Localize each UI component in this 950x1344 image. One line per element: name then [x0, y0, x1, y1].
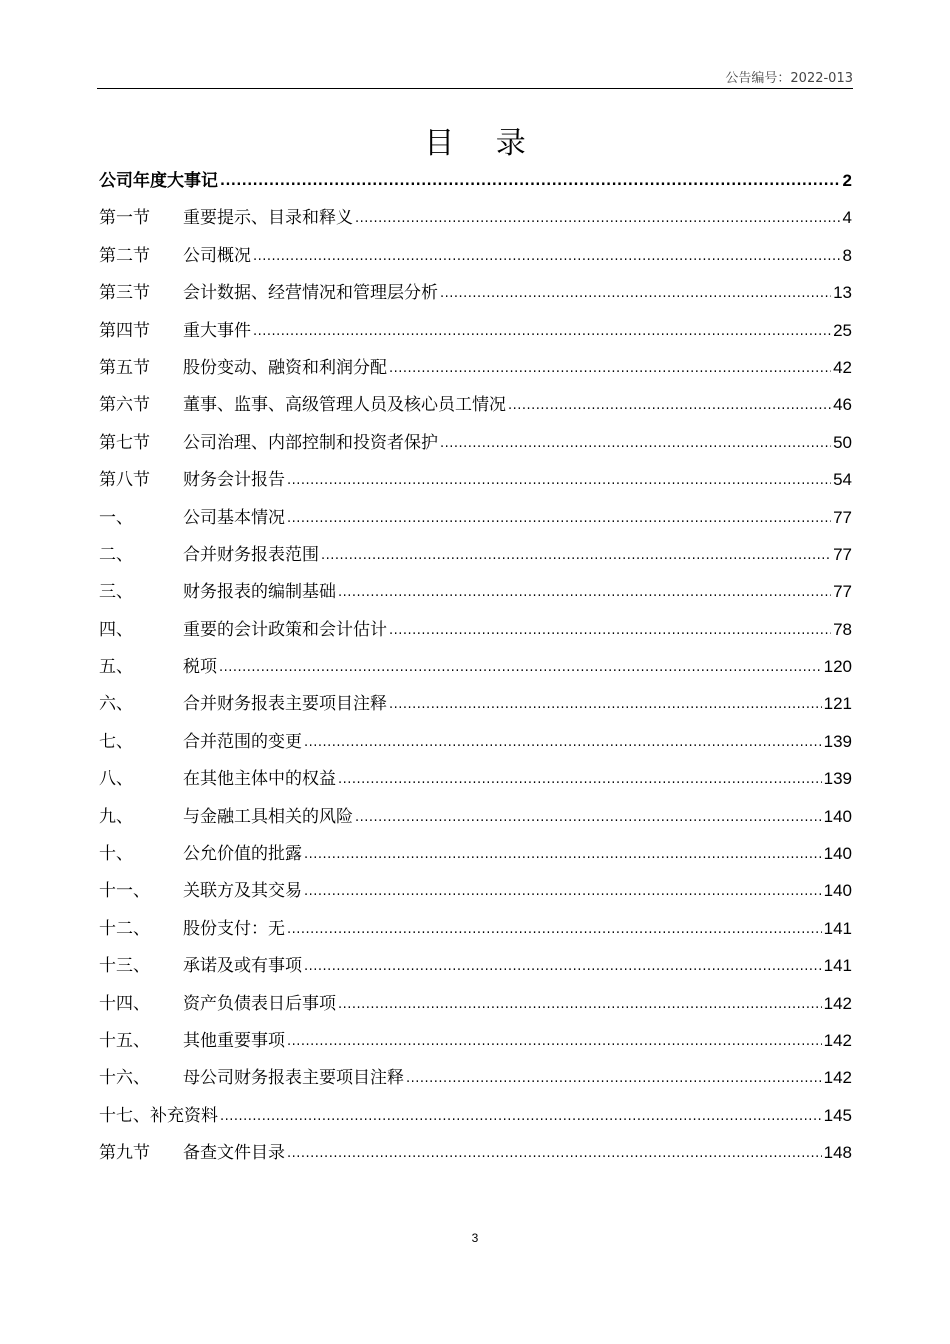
dot-leader	[508, 393, 831, 410]
toc-entry-label: 合并范围的变更	[183, 731, 302, 752]
toc-entry-number: 九、	[99, 806, 133, 827]
toc-entry[interactable]	[99, 278, 852, 315]
toc-entry[interactable]	[99, 876, 852, 913]
toc-entry-number: 第三节	[99, 283, 150, 304]
toc-entry[interactable]	[99, 1138, 852, 1175]
announcement-number: 公告编号：2022-013	[725, 71, 853, 86]
dot-leader	[440, 431, 831, 448]
toc-entry-page: 145	[823, 1105, 852, 1125]
toc-entry[interactable]	[99, 989, 852, 1026]
toc-entry-page: 77	[833, 507, 852, 527]
toc-entry-number: 二、	[99, 544, 133, 565]
dot-leader	[389, 618, 831, 635]
toc-entry[interactable]	[99, 503, 852, 540]
toc-entry-number: 第六节	[99, 395, 150, 416]
toc-entry-label: 税项	[183, 657, 217, 678]
toc-entry-page: 50	[833, 432, 852, 452]
dot-leader	[440, 281, 831, 298]
toc-entry[interactable]	[99, 540, 852, 577]
toc-entry-number: 七、	[99, 731, 133, 752]
toc-entry-page: 148	[823, 1143, 852, 1163]
toc-entry-page: 77	[833, 544, 852, 564]
toc-entry[interactable]	[99, 652, 852, 689]
dot-leader	[287, 1029, 822, 1046]
dot-leader	[338, 767, 822, 784]
dot-leader	[355, 206, 841, 223]
toc-entry-page: 42	[833, 357, 852, 377]
toc-entry-page: 142	[823, 1068, 852, 1088]
dot-leader	[287, 468, 831, 485]
toc-entry-label: 承诺及或有事项	[183, 956, 302, 977]
toc-entry-label: 与金融工具相关的风险	[183, 806, 353, 827]
toc-entry-number: 十、	[99, 844, 133, 865]
toc-entry-page: 140	[823, 806, 852, 826]
dot-leader	[219, 655, 822, 672]
toc-entry-number: 六、	[99, 694, 133, 715]
toc-entry-number: 十一、	[99, 881, 150, 902]
toc-entry-page: 54	[833, 470, 852, 490]
dot-leader	[338, 992, 822, 1009]
toc-entry-number: 五、	[99, 657, 133, 678]
toc-entry-label: 重要提示、目录和释义	[183, 208, 353, 229]
dot-leader	[321, 543, 831, 560]
toc-entry[interactable]	[99, 465, 852, 502]
toc-entry-number: 第八节	[99, 470, 150, 491]
dot-leader	[287, 1141, 822, 1158]
toc-entry-page: 141	[823, 918, 852, 938]
toc-entry-page: 78	[833, 619, 852, 639]
toc-entry[interactable]	[99, 241, 852, 278]
toc-entry-label: 公司基本情况	[183, 507, 285, 528]
dot-leader	[220, 169, 841, 186]
toc-entry-number: 十三、	[99, 956, 150, 977]
toc-entry[interactable]	[99, 203, 852, 240]
toc-entry-label: 公允价值的批露	[183, 844, 302, 865]
toc-entry-number: 第一节	[99, 208, 150, 229]
toc-entry-label: 公司年度大事记	[99, 171, 218, 191]
toc-entry[interactable]	[99, 727, 852, 764]
dot-leader	[253, 319, 831, 336]
toc-entry-number: 第四节	[99, 320, 150, 341]
toc-entry-label: 十七、补充资料	[99, 1105, 218, 1126]
toc-entry-label: 备查文件目录	[183, 1143, 285, 1164]
dot-leader	[304, 730, 822, 747]
dot-leader	[220, 1104, 822, 1121]
toc-entry-page: 120	[823, 657, 852, 677]
toc-entry-page: 25	[833, 320, 852, 340]
dot-leader	[304, 879, 822, 896]
toc-entry[interactable]	[99, 1063, 852, 1100]
dot-leader	[304, 954, 822, 971]
toc-entry-label: 关联方及其交易	[183, 881, 302, 902]
toc-entry-page: 140	[823, 881, 852, 901]
toc-entry-label: 股份变动、融资和利润分配	[183, 357, 387, 378]
toc-entry-page: 8	[842, 245, 852, 265]
dot-leader	[304, 842, 822, 859]
toc-entry-number: 四、	[99, 619, 133, 640]
toc-entry[interactable]	[99, 166, 852, 203]
toc-entry-page: 142	[823, 993, 852, 1013]
toc-entry[interactable]	[99, 615, 852, 652]
page-number: 3	[471, 1231, 479, 1245]
toc-entry-number: 十五、	[99, 1030, 150, 1051]
toc-entry[interactable]	[99, 914, 852, 951]
dot-leader	[355, 805, 822, 822]
toc-entry-number: 第九节	[99, 1143, 150, 1164]
toc-entry-number: 第七节	[99, 432, 150, 453]
toc-entry-page: 13	[833, 283, 852, 303]
toc-entry-label: 财务报表的编制基础	[183, 582, 336, 603]
toc-entry-page: 139	[823, 769, 852, 789]
toc-entry[interactable]	[99, 839, 852, 876]
dot-leader	[406, 1066, 822, 1083]
toc-entry-page: 2	[842, 171, 852, 190]
toc-entry-page: 77	[833, 582, 852, 602]
toc-entry[interactable]	[99, 951, 852, 988]
toc-entry-label: 在其他主体中的权益	[183, 769, 336, 790]
toc-entry-page: 139	[823, 731, 852, 751]
toc-entry[interactable]	[99, 1026, 852, 1063]
toc-entry-label: 董事、监事、高级管理人员及核心员工情况	[183, 395, 506, 416]
dot-leader	[389, 692, 822, 709]
toc-entry-label: 合并财务报表范围	[183, 544, 319, 565]
toc-entry[interactable]	[99, 390, 852, 427]
toc-entry-number: 第五节	[99, 357, 150, 378]
toc-entry-label: 母公司财务报表主要项目注释	[183, 1068, 404, 1089]
toc-entry-label: 公司概况	[183, 245, 251, 266]
toc-entry-page: 142	[823, 1030, 852, 1050]
toc-entry[interactable]	[99, 764, 852, 801]
toc-entry-page: 46	[833, 395, 852, 415]
toc-entry-label: 会计数据、经营情况和管理层分析	[183, 283, 438, 304]
toc-entry-number: 一、	[99, 507, 133, 528]
dot-leader	[287, 917, 822, 934]
toc-entry-page: 141	[823, 956, 852, 976]
toc-entry-number: 十六、	[99, 1068, 150, 1089]
page-title: 目 录	[424, 126, 542, 161]
header-divider	[97, 88, 853, 89]
toc-entry-number: 八、	[99, 769, 133, 790]
toc-entry-label: 其他重要事项	[183, 1030, 285, 1051]
dot-leader	[389, 356, 831, 373]
toc-entry-number: 三、	[99, 582, 133, 603]
toc-entry-label: 财务会计报告	[183, 470, 285, 491]
toc-entry[interactable]	[99, 428, 852, 465]
toc-entry-label: 重大事件	[183, 320, 251, 341]
dot-leader	[253, 244, 841, 261]
toc-entry-number: 第二节	[99, 245, 150, 266]
toc-entry[interactable]	[99, 802, 852, 839]
toc-entry-number: 十二、	[99, 918, 150, 939]
toc-entry[interactable]	[99, 316, 852, 353]
toc-entry-page: 121	[823, 694, 852, 714]
toc-entry-page: 140	[823, 844, 852, 864]
toc-entry-label: 重要的会计政策和会计估计	[183, 619, 387, 640]
toc-entry[interactable]	[99, 353, 852, 390]
toc-entry-label: 资产负债表日后事项	[183, 993, 336, 1014]
toc-entry[interactable]	[99, 577, 852, 614]
toc-entry[interactable]	[99, 1101, 852, 1138]
dot-leader	[287, 506, 831, 523]
dot-leader	[338, 580, 831, 597]
toc-entry-label: 合并财务报表主要项目注释	[183, 694, 387, 715]
toc-entry-label: 股份支付：无	[183, 918, 285, 939]
toc-entry-label: 公司治理、内部控制和投资者保护	[183, 432, 438, 453]
toc-entry-number: 十四、	[99, 993, 150, 1014]
table-of-contents	[99, 166, 852, 1176]
toc-entry[interactable]	[99, 689, 852, 726]
toc-entry-page: 4	[842, 208, 852, 228]
